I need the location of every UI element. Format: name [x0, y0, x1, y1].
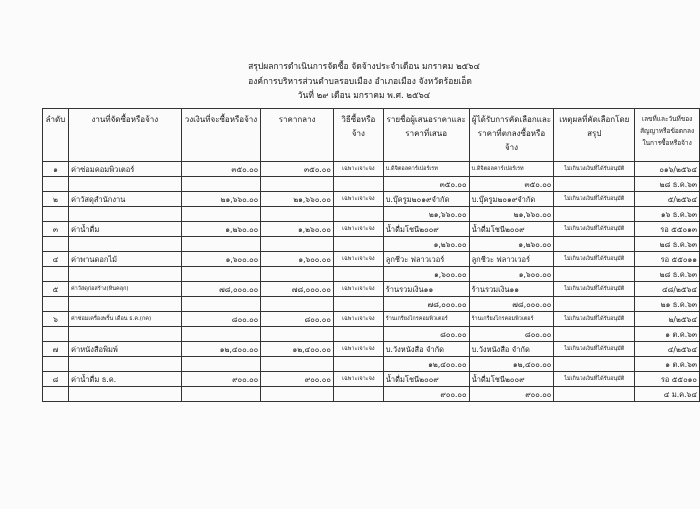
empty-cell [68, 297, 181, 312]
method-cell: เฉพาะเจาะจง [333, 282, 383, 297]
agreed-price-cell: ๑,๒๖๐.๐๐ [469, 237, 554, 252]
empty-cell [43, 387, 69, 402]
contract-date-cell: ๔ ม.ค.๖๔ [635, 387, 700, 402]
empty-cell [68, 357, 181, 372]
table-row [43, 282, 700, 297]
contract-number-cell: ๒/๒๕๖๔ [635, 312, 700, 327]
table-row-sub [43, 327, 700, 342]
median-price-cell: ๙๐๐.๐๐ [261, 372, 334, 387]
reason-cell: ไม่เกินวงเงินที่ได้รับอนุมัติ [554, 192, 635, 207]
empty-cell [333, 357, 383, 372]
reason-cell: ไม่เกินวงเงินที่ได้รับอนุมัติ [554, 162, 635, 177]
empty-cell [333, 327, 383, 342]
median-price-cell: ๑,๖๐๐.๐๐ [261, 252, 334, 267]
row-number: ๗ [43, 342, 69, 357]
empty-cell [333, 207, 383, 222]
empty-cell [181, 387, 261, 402]
winner-cell: ลูกชีวะ ฟลาวเวอร์ [469, 252, 554, 267]
bidder-cell: บ.ดิจิตอลคาร์เปอร์เรท [383, 162, 469, 177]
agreed-price-cell: ๑๒,๔๐๐.๐๐ [469, 357, 554, 372]
table-body [43, 162, 700, 402]
empty-cell [181, 207, 261, 222]
reason-cell: ไม่เกินวงเงินที่ได้รับอนุมัติ [554, 312, 635, 327]
bidder-cell: น้ำดื่มโชนี๒๐๐๙ [383, 372, 469, 387]
contract-date-cell: ๑ ต.ค.๖๓ [635, 327, 700, 342]
table-row [43, 162, 700, 177]
winner-cell: บ.บุ๊ครูม๒๐๑๙จำกัด [469, 192, 554, 207]
bidder-cell: ร้านเกรียงไกรคอมพิวเตอร์ [383, 312, 469, 327]
empty-cell [43, 177, 69, 192]
bidder-cell: บ.วังหนังสือ จำกัด [383, 342, 469, 357]
budget-cell: ๑,๒๖๐.๐๐ [181, 222, 261, 237]
empty-cell [333, 267, 383, 282]
col-header-no: ลำดับ [43, 109, 69, 162]
empty-cell [68, 267, 181, 282]
budget-cell: ๙๐๐.๐๐ [181, 372, 261, 387]
contract-number-cell: ๕/๒๕๖๔ [635, 192, 700, 207]
table-row-sub [43, 387, 700, 402]
budget-cell: ๘๐๐.๐๐ [181, 312, 261, 327]
winner-cell: ร้านรวมเงิน๑๑ [469, 282, 554, 297]
organization-line: องค์การบริหารส่วนตำบลรอบเมือง อำเภอเมือง จังหวัดร้อยเอ็ด [248, 77, 472, 87]
budget-cell: ๒๑,๖๖๐.๐๐ [181, 192, 261, 207]
contract-date-cell: ๒๘ ธ.ค.๖๓ [635, 237, 700, 252]
empty-cell [181, 357, 261, 372]
median-price-cell: ๗๘,๐๐๐.๐๐ [261, 282, 334, 297]
budget-cell: ๑,๖๐๐.๐๐ [181, 252, 261, 267]
task-cell: ค่าน้ำดื่ม [68, 222, 181, 237]
row-number: ๑ [43, 162, 69, 177]
winner-cell: น้ำดื่มโชนี๒๐๐๙ [469, 372, 554, 387]
empty-cell [68, 207, 181, 222]
table-row [43, 342, 700, 357]
budget-cell: ๑๒,๔๐๐.๐๐ [181, 342, 261, 357]
table-row-sub [43, 177, 700, 192]
bidder-cell: ร้านรวมเงิน๑๑ [383, 282, 469, 297]
bid-price-cell: ๓๕๐.๐๐ [383, 177, 469, 192]
row-number: ๓ [43, 222, 69, 237]
contract-number-cell: ๔๘/๒๕๖๔ [635, 282, 700, 297]
empty-cell [554, 177, 635, 192]
empty-cell [333, 297, 383, 312]
method-cell: เฉพาะเจาะจง [333, 162, 383, 177]
method-cell: เฉพาะเจาะจง [333, 342, 383, 357]
agreed-price-cell: ๑,๖๐๐.๐๐ [469, 267, 554, 282]
empty-cell [554, 237, 635, 252]
empty-cell [554, 327, 635, 342]
empty-cell [68, 177, 181, 192]
contract-number-cell: ๐๑๖/๒๕๖๔ [635, 162, 700, 177]
table-row-sub [43, 237, 700, 252]
empty-cell [261, 207, 334, 222]
empty-cell [554, 207, 635, 222]
col-header-method: วิธีซื้อหรือจ้าง [333, 109, 383, 162]
median-price-cell: ๑๒,๔๐๐.๐๐ [261, 342, 334, 357]
agreed-price-cell: ๓๕๐.๐๐ [469, 177, 554, 192]
empty-cell [68, 237, 181, 252]
contract-date-cell: ๒๘ ธ.ค.๖๓ [635, 267, 700, 282]
table-row-sub [43, 267, 700, 282]
contract-date-cell: ๑ ต.ค.๖๓ [635, 357, 700, 372]
empty-cell [333, 387, 383, 402]
empty-cell [68, 387, 181, 402]
empty-cell [181, 267, 261, 282]
col-header-budget: วงเงินที่จะซื้อหรือจ้าง [181, 109, 261, 162]
col-header-winner: ผู้ได้รับการคัดเลือกและราคาที่ตกลงซื้อหรือจ้าง [469, 109, 554, 162]
budget-cell: ๓๕๐.๐๐ [181, 162, 261, 177]
method-cell: เฉพาะเจาะจง [333, 252, 383, 267]
table-row [43, 252, 700, 267]
bid-price-cell: ๑,๖๐๐.๐๐ [383, 267, 469, 282]
empty-cell [554, 267, 635, 282]
row-number: ๘ [43, 372, 69, 387]
median-price-cell: ๑,๒๖๐.๐๐ [261, 222, 334, 237]
contract-number-cell: รอ ๕๕๐๑๓ [635, 222, 700, 237]
empty-cell [43, 357, 69, 372]
winner-cell: บ.วังหนังสือ จำกัด [469, 342, 554, 357]
agreed-price-cell: ๗๘,๐๐๐.๐๐ [469, 297, 554, 312]
task-cell: ค่าซ่อมเครื่องพริ้น เดือน ธ.ค.(กค) [68, 312, 181, 327]
empty-cell [554, 357, 635, 372]
bid-price-cell: ๑,๒๖๐.๐๐ [383, 237, 469, 252]
contract-number-cell: รอ ๕๕๐๑๑ [635, 252, 700, 267]
contract-number-cell: ๔/๒๕๖๔ [635, 342, 700, 357]
empty-cell [181, 237, 261, 252]
reason-cell: ไม่เกินวงเงินที่ได้รับอนุมัติ [554, 372, 635, 387]
contract-date-cell: ๒๑ ธ.ค.๖๓ [635, 297, 700, 312]
bidder-cell: ลูกชีวะ ฟลาวเวอร์ [383, 252, 469, 267]
bidder-cell: บ.บุ๊ครูม๒๐๑๙จำกัด [383, 192, 469, 207]
row-number: ๖ [43, 312, 69, 327]
method-cell: เฉพาะเจาะจง [333, 372, 383, 387]
date-line: วันที่ ๒๙ เดือน มกราคม พ.ศ. ๒๕๖๔ [297, 91, 431, 101]
reason-cell: ไม่เกินวงเงินที่ได้รับอนุมัติ [554, 282, 635, 297]
table-row-sub [43, 207, 700, 222]
empty-cell [43, 237, 69, 252]
empty-cell [68, 327, 181, 342]
task-cell: ค่าน้ำดื่ม ธ.ค. [68, 372, 181, 387]
empty-cell [261, 177, 334, 192]
reason-cell: ไม่เกินวงเงินที่ได้รับอนุมัติ [554, 342, 635, 357]
col-header-contract: เลขที่และวันที่ของสัญญาหรือข้อตกลงในการซื้อหรือจ้าง [635, 109, 700, 162]
budget-cell: ๗๘,๐๐๐.๐๐ [181, 282, 261, 297]
agreed-price-cell: ๘๐๐.๐๐ [469, 327, 554, 342]
agreed-price-cell: ๙๐๐.๐๐ [469, 387, 554, 402]
contract-date-cell: ๑๖ ธ.ค.๖๓ [635, 207, 700, 222]
empty-cell [181, 177, 261, 192]
contract-number-cell: รอ ๕๕๐๑๐ [635, 372, 700, 387]
winner-cell: บ.ดิจิตอลคาร์เปอร์เรท [469, 162, 554, 177]
reason-cell: ไม่เกินวงเงินที่ได้รับอนุมัติ [554, 252, 635, 267]
table-row-sub [43, 297, 700, 312]
table-row [43, 312, 700, 327]
median-price-cell: ๘๐๐.๐๐ [261, 312, 334, 327]
empty-cell [261, 297, 334, 312]
median-price-cell: ๒๑,๖๖๐.๐๐ [261, 192, 334, 207]
row-number: ๒ [43, 192, 69, 207]
task-cell: ค่าวัสดุสำนักงาน [68, 192, 181, 207]
col-header-bidders: รายชื่อผู้เสนอราคาและราคาที่เสนอ [383, 109, 469, 162]
method-cell: เฉพาะเจาะจง [333, 312, 383, 327]
empty-cell [261, 357, 334, 372]
bid-price-cell: ๗๘,๐๐๐.๐๐ [383, 297, 469, 312]
empty-cell [43, 327, 69, 342]
empty-cell [261, 267, 334, 282]
row-number: ๔ [43, 252, 69, 267]
empty-cell [43, 297, 69, 312]
col-header-reason: เหตุผลที่คัดเลือกโดยสรุป [554, 109, 635, 162]
task-cell: ค่าซ่อมคอมพิวเตอร์ [68, 162, 181, 177]
task-cell: ค่าวัสดุก่อสร้าง(หินคลุก) [68, 282, 181, 297]
empty-cell [261, 237, 334, 252]
table-row [43, 222, 700, 237]
task-cell: ค่าพานดอกไม้ [68, 252, 181, 267]
empty-cell [43, 267, 69, 282]
winner-cell: น้ำดื่มโชนี๒๐๐๙ [469, 222, 554, 237]
bidder-cell: น้ำดื่มโชนี๒๐๐๙ [383, 222, 469, 237]
contract-date-cell: ๒๘ ธ.ค.๖๓ [635, 177, 700, 192]
task-cell: ค่าหนังสือพิมพ์ [68, 342, 181, 357]
agreed-price-cell: ๒๑,๖๖๐.๐๐ [469, 207, 554, 222]
bid-price-cell: ๙๐๐.๐๐ [383, 387, 469, 402]
bid-price-cell: ๘๐๐.๐๐ [383, 327, 469, 342]
table-row-sub [43, 357, 700, 372]
empty-cell [333, 177, 383, 192]
empty-cell [554, 387, 635, 402]
table-row [43, 372, 700, 387]
method-cell: เฉพาะเจาะจง [333, 192, 383, 207]
empty-cell [181, 297, 261, 312]
median-price-cell: ๓๕๐.๐๐ [261, 162, 334, 177]
row-number: ๕ [43, 282, 69, 297]
table-row [43, 192, 700, 207]
document-title: สรุปผลการดำเนินการจัดซื้อ จัดจ้างประจำเดือน มกราคม ๒๕๖๔ [248, 62, 480, 72]
method-cell: เฉพาะเจาะจง [333, 222, 383, 237]
col-header-task: งานที่จัดซื้อหรือจ้าง [68, 109, 181, 162]
empty-cell [554, 297, 635, 312]
bid-price-cell: ๑๒,๔๐๐.๐๐ [383, 357, 469, 372]
winner-cell: ร้านเกรียงไกรคอมพิวเตอร์ [469, 312, 554, 327]
empty-cell [181, 327, 261, 342]
col-header-median-price: ราคากลาง [261, 109, 334, 162]
empty-cell [43, 207, 69, 222]
procurement-table [42, 108, 700, 402]
table-header-row [43, 109, 700, 162]
empty-cell [261, 387, 334, 402]
bid-price-cell: ๒๑,๖๖๐.๐๐ [383, 207, 469, 222]
empty-cell [261, 327, 334, 342]
reason-cell: ไม่เกินวงเงินที่ได้รับอนุมัติ [554, 222, 635, 237]
empty-cell [333, 237, 383, 252]
